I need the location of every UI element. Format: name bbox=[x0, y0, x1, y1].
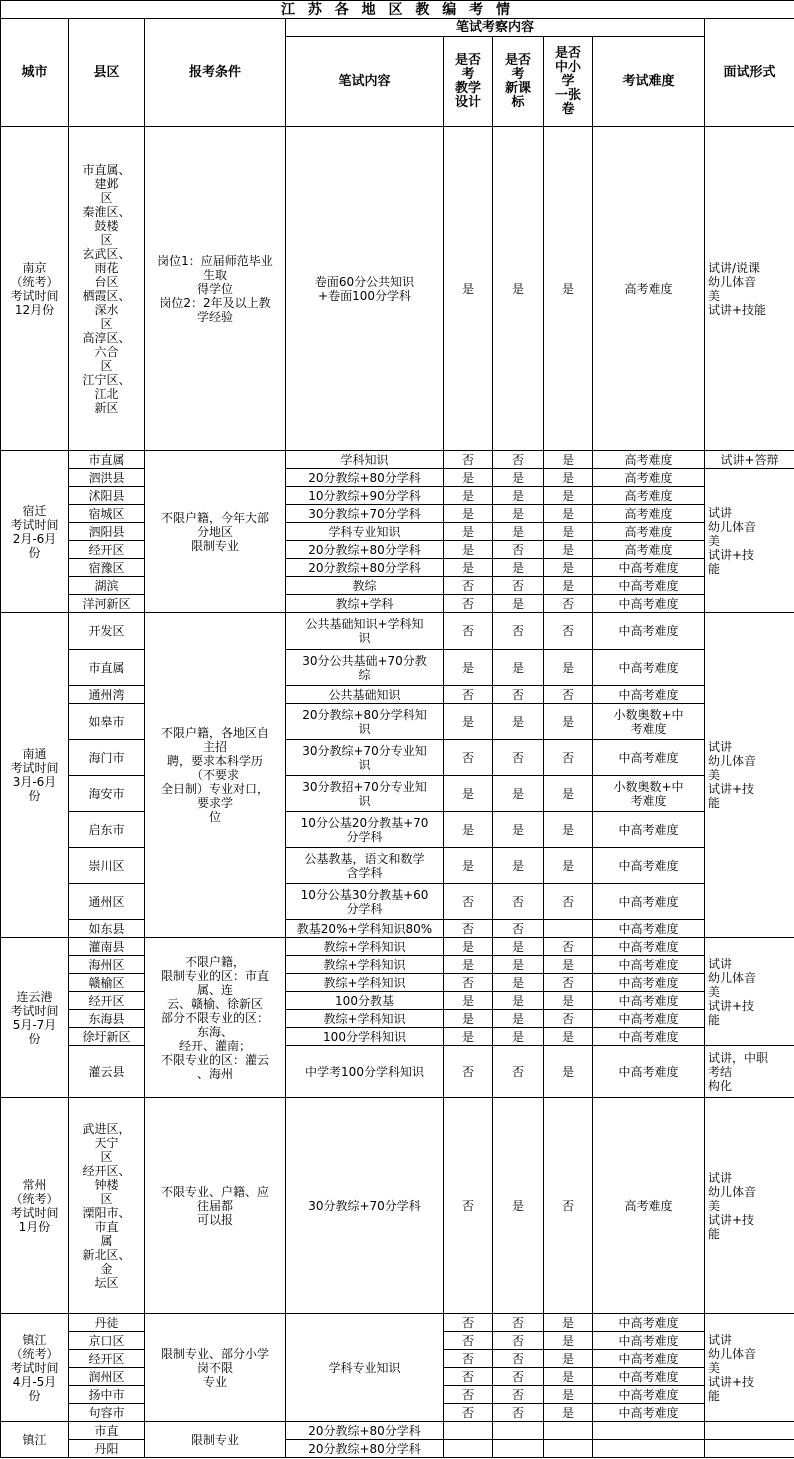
interview-cell: 试讲，中职 考结 构化 bbox=[705, 1046, 794, 1098]
curriculum-cell: 是 bbox=[493, 523, 544, 541]
conditions-cell: 不限户籍， 限制专业的区：市直 属、连 云、赣榆、徐新区 部分不限专业的区： 东海、 经开、灌南； 不限专业的区：灌云 、海州 bbox=[145, 938, 286, 1098]
district-cell: 润州区 bbox=[69, 1368, 145, 1386]
table-row bbox=[1, 992, 794, 1010]
district-cell: 宿城区 bbox=[69, 505, 145, 523]
content-cell: 中学考100分学科知识 bbox=[286, 1046, 444, 1098]
paper-cell: 是 bbox=[544, 523, 593, 541]
paper-cell: 是 bbox=[544, 848, 593, 884]
city-nanjing: 南京 （统考） 考试时间 12月份 bbox=[1, 127, 69, 451]
content-cell: 教基20%+学科知识80% bbox=[286, 920, 444, 938]
content-cell: 20分教综+80分学科 bbox=[286, 1422, 444, 1440]
difficulty-cell: 中高考难度 bbox=[593, 1010, 705, 1028]
table-row bbox=[1, 704, 794, 740]
difficulty-cell: 中高考难度 bbox=[593, 740, 705, 776]
interview-cell: 试讲/说课 幼儿体音 美 试讲+技能 bbox=[705, 127, 794, 451]
content-cell: 教综+学科知识 bbox=[286, 1010, 444, 1028]
content-cell: 学科专业知识 bbox=[286, 523, 444, 541]
difficulty-cell: 中高考难度 bbox=[593, 613, 705, 650]
paper-cell: 否 bbox=[544, 974, 593, 992]
header-city: 城市 bbox=[1, 19, 69, 127]
curriculum-cell: 是 bbox=[493, 1010, 544, 1028]
paper-cell: 是 bbox=[544, 1028, 593, 1046]
district-cell: 经开区 bbox=[69, 541, 145, 559]
content-cell: 公基教基，语文和数学 含学科 bbox=[286, 848, 444, 884]
district-cell: 丹阳 bbox=[69, 1440, 145, 1458]
paper-cell bbox=[544, 1440, 593, 1458]
table-row bbox=[1, 523, 794, 541]
paper-cell: 是 bbox=[544, 505, 593, 523]
content-cell: 20分教综+80分学科 bbox=[286, 469, 444, 487]
header-district: 县区 bbox=[69, 19, 145, 127]
difficulty-cell: 高考难度 bbox=[593, 523, 705, 541]
district-cell: 京口区 bbox=[69, 1332, 145, 1350]
design-cell: 否 bbox=[444, 884, 493, 920]
district-cell: 市直属 bbox=[69, 650, 145, 686]
table-row bbox=[1, 1422, 794, 1440]
interview-cell: 试讲 幼儿体音 美 试讲+技 能 bbox=[705, 1314, 794, 1422]
paper-cell: 否 bbox=[544, 1010, 593, 1028]
content-cell: 30分教招+70分专业知 识 bbox=[286, 776, 444, 812]
district-cell: 泗洪县 bbox=[69, 469, 145, 487]
difficulty-cell: 中高考难度 bbox=[593, 1350, 705, 1368]
paper-cell: 是 bbox=[544, 577, 593, 595]
curriculum-cell: 是 bbox=[493, 1028, 544, 1046]
difficulty-cell: 高考难度 bbox=[593, 127, 705, 451]
table-row bbox=[1, 956, 794, 974]
design-cell: 否 bbox=[444, 451, 493, 469]
table-row bbox=[1, 487, 794, 505]
district-cell: 市直属、 建邺 区 秦淮区、 鼓楼 区 玄武区、 雨花 台区 栖霞区、 深水 区 高淳区、 六合 区 江宁区、 江北 新区 bbox=[69, 127, 145, 451]
paper-cell: 是 bbox=[544, 1350, 593, 1368]
paper-cell: 是 bbox=[544, 650, 593, 686]
design-cell: 是 bbox=[444, 650, 493, 686]
table-row bbox=[1, 740, 794, 776]
city-zhenjiang-2: 镇江 bbox=[1, 1422, 69, 1458]
difficulty-cell: 中高考难度 bbox=[593, 1404, 705, 1422]
paper-cell bbox=[544, 920, 593, 938]
difficulty-cell: 高考难度 bbox=[593, 469, 705, 487]
district-cell: 宿豫区 bbox=[69, 559, 145, 577]
design-cell: 是 bbox=[444, 523, 493, 541]
table-row bbox=[1, 505, 794, 523]
content-cell: 100分学科知识 bbox=[286, 1028, 444, 1046]
header-interview: 面试形式 bbox=[705, 19, 794, 127]
paper-cell: 否 bbox=[544, 938, 593, 956]
table-row bbox=[1, 938, 794, 956]
design-cell: 否 bbox=[444, 1368, 493, 1386]
curriculum-cell: 是 bbox=[493, 848, 544, 884]
paper-cell: 是 bbox=[544, 1332, 593, 1350]
table-row bbox=[1, 974, 794, 992]
content-cell: 30分公共基础+70分教 综 bbox=[286, 650, 444, 686]
paper-cell: 是 bbox=[544, 956, 593, 974]
design-cell: 否 bbox=[444, 595, 493, 613]
design-cell: 是 bbox=[444, 505, 493, 523]
district-cell: 句容市 bbox=[69, 1404, 145, 1422]
design-cell: 否 bbox=[444, 1332, 493, 1350]
difficulty-cell: 中高考难度 bbox=[593, 1368, 705, 1386]
district-cell: 海州区 bbox=[69, 956, 145, 974]
city-nantong: 南通 考试时间 3月-6月 份 bbox=[1, 613, 69, 938]
content-cell: 30分教综+70分学科 bbox=[286, 1098, 444, 1314]
paper-cell: 是 bbox=[544, 1386, 593, 1404]
curriculum-cell: 否 bbox=[493, 1386, 544, 1404]
curriculum-cell: 否 bbox=[493, 613, 544, 650]
content-cell: 10分教综+90分学科 bbox=[286, 487, 444, 505]
interview-cell: 试讲 幼儿体音 美 试讲+技 能 bbox=[705, 469, 794, 613]
district-cell: 扬中市 bbox=[69, 1386, 145, 1404]
curriculum-cell: 是 bbox=[493, 992, 544, 1010]
difficulty-cell: 高考难度 bbox=[593, 541, 705, 559]
district-cell: 如皋市 bbox=[69, 704, 145, 740]
difficulty-cell bbox=[593, 1440, 705, 1458]
difficulty-cell: 小数奥数+中 考难度 bbox=[593, 704, 705, 740]
content-cell: 100分教基 bbox=[286, 992, 444, 1010]
curriculum-cell: 是 bbox=[493, 505, 544, 523]
curriculum-cell: 否 bbox=[493, 740, 544, 776]
content-cell: 教综+学科知识 bbox=[286, 974, 444, 992]
curriculum-cell: 是 bbox=[493, 956, 544, 974]
district-cell: 湖滨 bbox=[69, 577, 145, 595]
design-cell: 否 bbox=[444, 1314, 493, 1332]
table-row bbox=[1, 884, 794, 920]
content-cell: 30分教综+70分学科 bbox=[286, 505, 444, 523]
difficulty-cell: 高考难度 bbox=[593, 1098, 705, 1314]
district-cell: 海安市 bbox=[69, 776, 145, 812]
district-cell: 市直属 bbox=[69, 451, 145, 469]
difficulty-cell: 中高考难度 bbox=[593, 1028, 705, 1046]
paper-cell: 是 bbox=[544, 1404, 593, 1422]
table-row bbox=[1, 1440, 794, 1458]
difficulty-cell: 中高考难度 bbox=[593, 1314, 705, 1332]
curriculum-cell: 是 bbox=[493, 974, 544, 992]
table-row bbox=[1, 920, 794, 938]
curriculum-cell: 否 bbox=[493, 577, 544, 595]
district-cell: 通州湾 bbox=[69, 686, 145, 704]
design-cell: 是 bbox=[444, 938, 493, 956]
district-cell: 灌云县 bbox=[69, 1046, 145, 1098]
design-cell: 否 bbox=[444, 920, 493, 938]
curriculum-cell: 是 bbox=[493, 938, 544, 956]
district-cell: 灌南县 bbox=[69, 938, 145, 956]
conditions-cell: 不限专业、户籍、应 往届都 可以报 bbox=[145, 1098, 286, 1314]
difficulty-cell: 中高考难度 bbox=[593, 812, 705, 848]
paper-cell: 否 bbox=[544, 740, 593, 776]
design-cell bbox=[444, 1422, 493, 1440]
difficulty-cell: 高考难度 bbox=[593, 505, 705, 523]
content-cell: 20分教综+80分学科 bbox=[286, 559, 444, 577]
difficulty-cell: 中高考难度 bbox=[593, 559, 705, 577]
header-same-paper: 是否 中小 学 一张 卷 bbox=[544, 37, 593, 127]
difficulty-cell: 中高考难度 bbox=[593, 1046, 705, 1098]
content-cell: 20分教综+80分学科 bbox=[286, 541, 444, 559]
table-row bbox=[1, 577, 794, 595]
difficulty-cell: 中高考难度 bbox=[593, 938, 705, 956]
content-cell: 30分教综+70分专业知 识 bbox=[286, 740, 444, 776]
design-cell: 是 bbox=[444, 848, 493, 884]
design-cell: 是 bbox=[444, 812, 493, 848]
district-cell: 经开区 bbox=[69, 992, 145, 1010]
curriculum-cell bbox=[493, 1422, 544, 1440]
curriculum-cell: 否 bbox=[493, 541, 544, 559]
curriculum-cell: 是 bbox=[493, 469, 544, 487]
difficulty-cell: 中高考难度 bbox=[593, 956, 705, 974]
table-row bbox=[1, 1046, 794, 1098]
header-difficulty: 考试难度 bbox=[593, 37, 705, 127]
design-cell: 是 bbox=[444, 704, 493, 740]
design-cell: 否 bbox=[444, 740, 493, 776]
city-zhenjiang: 镇江 （统考） 考试时间 4月-5月 份 bbox=[1, 1314, 69, 1422]
difficulty-cell: 中高考难度 bbox=[593, 577, 705, 595]
interview-cell: 试讲+答辩 bbox=[705, 451, 794, 469]
design-cell: 否 bbox=[444, 1046, 493, 1098]
content-cell: 10分公基20分教基+70 分学科 bbox=[286, 812, 444, 848]
difficulty-cell: 中高考难度 bbox=[593, 1332, 705, 1350]
design-cell: 是 bbox=[444, 541, 493, 559]
paper-cell: 是 bbox=[544, 127, 593, 451]
design-cell: 是 bbox=[444, 559, 493, 577]
city-changzhou: 常州 （统考） 考试时间 1月份 bbox=[1, 1098, 69, 1314]
content-cell: 公共基础知识 bbox=[286, 686, 444, 704]
header-teaching-design: 是否 考 教学 设计 bbox=[444, 37, 493, 127]
header-content: 笔试内容 bbox=[286, 37, 444, 127]
design-cell: 是 bbox=[444, 127, 493, 451]
table-row bbox=[1, 650, 794, 686]
table-row bbox=[1, 451, 794, 469]
paper-cell: 是 bbox=[544, 992, 593, 1010]
curriculum-cell: 否 bbox=[493, 451, 544, 469]
conditions-cell: 不限户籍，各地区自 主招 聘，要求本科学历 （不要求 全日制）专业对口， 要求学 位 bbox=[145, 613, 286, 938]
interview-cell: 试讲 幼儿体音 美 试讲+技 能 bbox=[705, 613, 794, 938]
curriculum-cell bbox=[493, 1440, 544, 1458]
district-cell: 东海县 bbox=[69, 1010, 145, 1028]
paper-cell: 是 bbox=[544, 776, 593, 812]
difficulty-cell: 小数奥数+中 考难度 bbox=[593, 776, 705, 812]
content-cell: 20分教综+80分学科 bbox=[286, 1440, 444, 1458]
curriculum-cell: 是 bbox=[493, 595, 544, 613]
district-cell: 经开区 bbox=[69, 1350, 145, 1368]
district-cell: 赣榆区 bbox=[69, 974, 145, 992]
content-cell: 10分公基30分教基+60 分学科 bbox=[286, 884, 444, 920]
design-cell: 否 bbox=[444, 577, 493, 595]
paper-cell: 否 bbox=[544, 686, 593, 704]
curriculum-cell: 否 bbox=[493, 1314, 544, 1332]
district-cell: 海门市 bbox=[69, 740, 145, 776]
city-lianyungang: 连云港 考试时间 5月-7月 份 bbox=[1, 938, 69, 1098]
table-row bbox=[1, 469, 794, 487]
curriculum-cell: 否 bbox=[493, 1404, 544, 1422]
curriculum-cell: 是 bbox=[493, 776, 544, 812]
paper-cell: 否 bbox=[544, 884, 593, 920]
paper-cell: 是 bbox=[544, 1368, 593, 1386]
header-new-curriculum: 是否 考 新课 标 bbox=[493, 37, 544, 127]
district-cell: 崇川区 bbox=[69, 848, 145, 884]
conditions-cell: 不限户籍，今年大部 分地区 限制专业 bbox=[145, 451, 286, 613]
difficulty-cell: 高考难度 bbox=[593, 487, 705, 505]
curriculum-cell: 是 bbox=[493, 812, 544, 848]
design-cell: 否 bbox=[444, 1404, 493, 1422]
design-cell: 否 bbox=[444, 1386, 493, 1404]
district-cell: 市直 bbox=[69, 1422, 145, 1440]
design-cell: 是 bbox=[444, 956, 493, 974]
design-cell: 是 bbox=[444, 1028, 493, 1046]
table-row bbox=[1, 776, 794, 812]
paper-cell: 是 bbox=[544, 487, 593, 505]
district-cell: 沭阳县 bbox=[69, 487, 145, 505]
difficulty-cell: 中高考难度 bbox=[593, 595, 705, 613]
curriculum-cell: 是 bbox=[493, 487, 544, 505]
paper-cell: 是 bbox=[544, 559, 593, 577]
curriculum-cell: 否 bbox=[493, 884, 544, 920]
paper-cell bbox=[544, 1422, 593, 1440]
content-cell: 教综+学科知识 bbox=[286, 956, 444, 974]
design-cell: 是 bbox=[444, 469, 493, 487]
curriculum-cell: 否 bbox=[493, 920, 544, 938]
conditions-cell: 限制专业 bbox=[145, 1422, 286, 1458]
table-row bbox=[1, 541, 794, 559]
district-cell: 通州区 bbox=[69, 884, 145, 920]
difficulty-cell: 中高考难度 bbox=[593, 920, 705, 938]
table-row bbox=[1, 812, 794, 848]
curriculum-cell: 是 bbox=[493, 1098, 544, 1314]
interview-cell: 试讲 幼儿体音 美 试讲+技 能 bbox=[705, 938, 794, 1046]
difficulty-cell: 中高考难度 bbox=[593, 686, 705, 704]
design-cell bbox=[444, 1440, 493, 1458]
district-cell: 如东县 bbox=[69, 920, 145, 938]
design-cell: 否 bbox=[444, 686, 493, 704]
district-cell: 启东市 bbox=[69, 812, 145, 848]
curriculum-cell: 是 bbox=[493, 650, 544, 686]
curriculum-cell: 是 bbox=[493, 559, 544, 577]
paper-cell: 是 bbox=[544, 541, 593, 559]
curriculum-cell: 是 bbox=[493, 127, 544, 451]
content-cell: 学科专业知识 bbox=[286, 1314, 444, 1422]
paper-cell: 否 bbox=[544, 1098, 593, 1314]
district-cell: 徐圩新区 bbox=[69, 1028, 145, 1046]
conditions-cell: 限制专业、部分小学 岗不限 专业 bbox=[145, 1314, 286, 1422]
content-cell: 教综+学科知识 bbox=[286, 938, 444, 956]
paper-cell: 是 bbox=[544, 1314, 593, 1332]
design-cell: 是 bbox=[444, 1010, 493, 1028]
paper-cell: 否 bbox=[544, 613, 593, 650]
difficulty-cell: 中高考难度 bbox=[593, 974, 705, 992]
curriculum-cell: 否 bbox=[493, 686, 544, 704]
header-conditions: 报考条件 bbox=[145, 19, 286, 127]
content-cell: 卷面60分公共知识 +卷面100分学科 bbox=[286, 127, 444, 451]
difficulty-cell: 中高考难度 bbox=[593, 992, 705, 1010]
design-cell: 是 bbox=[444, 776, 493, 812]
content-cell: 教综+学科 bbox=[286, 595, 444, 613]
design-cell: 否 bbox=[444, 1350, 493, 1368]
design-cell: 是 bbox=[444, 487, 493, 505]
district-cell: 开发区 bbox=[69, 613, 145, 650]
content-cell: 20分教综+80分学科知 识 bbox=[286, 704, 444, 740]
district-cell: 洋河新区 bbox=[69, 595, 145, 613]
difficulty-cell: 中高考难度 bbox=[593, 884, 705, 920]
city-suqian: 宿迁 考试时间 2月-6月 份 bbox=[1, 451, 69, 613]
design-cell: 是 bbox=[444, 992, 493, 1010]
table-title: 江 苏 各 地 区 教 编 考 情 bbox=[1, 1, 794, 19]
table-row bbox=[1, 1314, 794, 1332]
interview-cell bbox=[705, 1440, 794, 1458]
difficulty-cell: 高考难度 bbox=[593, 451, 705, 469]
paper-cell: 是 bbox=[544, 1046, 593, 1098]
design-cell: 否 bbox=[444, 1098, 493, 1314]
paper-cell: 是 bbox=[544, 704, 593, 740]
difficulty-cell: 中高考难度 bbox=[593, 848, 705, 884]
design-cell: 否 bbox=[444, 613, 493, 650]
conditions-cell: 岗位1：应届师范毕业 生取 得学位 岗位2：2年及以上教 学经验 bbox=[145, 127, 286, 451]
district-cell: 丹徒 bbox=[69, 1314, 145, 1332]
difficulty-cell bbox=[593, 1422, 705, 1440]
interview-cell: 试讲 幼儿体音 美 试讲+技 能 bbox=[705, 1098, 794, 1314]
district-cell: 泗阳县 bbox=[69, 523, 145, 541]
paper-cell: 是 bbox=[544, 451, 593, 469]
district-cell: 武进区， 天宁 区 经开区、 钟楼 区 溧阳市、 市直 属 新北区、 金 坛区 bbox=[69, 1098, 145, 1314]
table-row bbox=[1, 848, 794, 884]
table-row bbox=[1, 1028, 794, 1046]
paper-cell: 否 bbox=[544, 595, 593, 613]
curriculum-cell: 是 bbox=[493, 704, 544, 740]
content-cell: 公共基础知识+学科知 识 bbox=[286, 613, 444, 650]
table-row bbox=[1, 1010, 794, 1028]
curriculum-cell: 否 bbox=[493, 1368, 544, 1386]
table-row bbox=[1, 686, 794, 704]
content-cell: 学科知识 bbox=[286, 451, 444, 469]
header-exam-group: 笔试考察内容 bbox=[286, 19, 705, 37]
design-cell: 否 bbox=[444, 974, 493, 992]
paper-cell: 是 bbox=[544, 469, 593, 487]
paper-cell: 是 bbox=[544, 812, 593, 848]
table-row bbox=[1, 595, 794, 613]
curriculum-cell: 否 bbox=[493, 1350, 544, 1368]
table-row bbox=[1, 559, 794, 577]
difficulty-cell: 中高考难度 bbox=[593, 1386, 705, 1404]
content-cell: 教综 bbox=[286, 577, 444, 595]
curriculum-cell: 否 bbox=[493, 1046, 544, 1098]
interview-cell bbox=[705, 1422, 794, 1440]
curriculum-cell: 否 bbox=[493, 1332, 544, 1350]
table-row bbox=[1, 613, 794, 650]
difficulty-cell: 中高考难度 bbox=[593, 650, 705, 686]
